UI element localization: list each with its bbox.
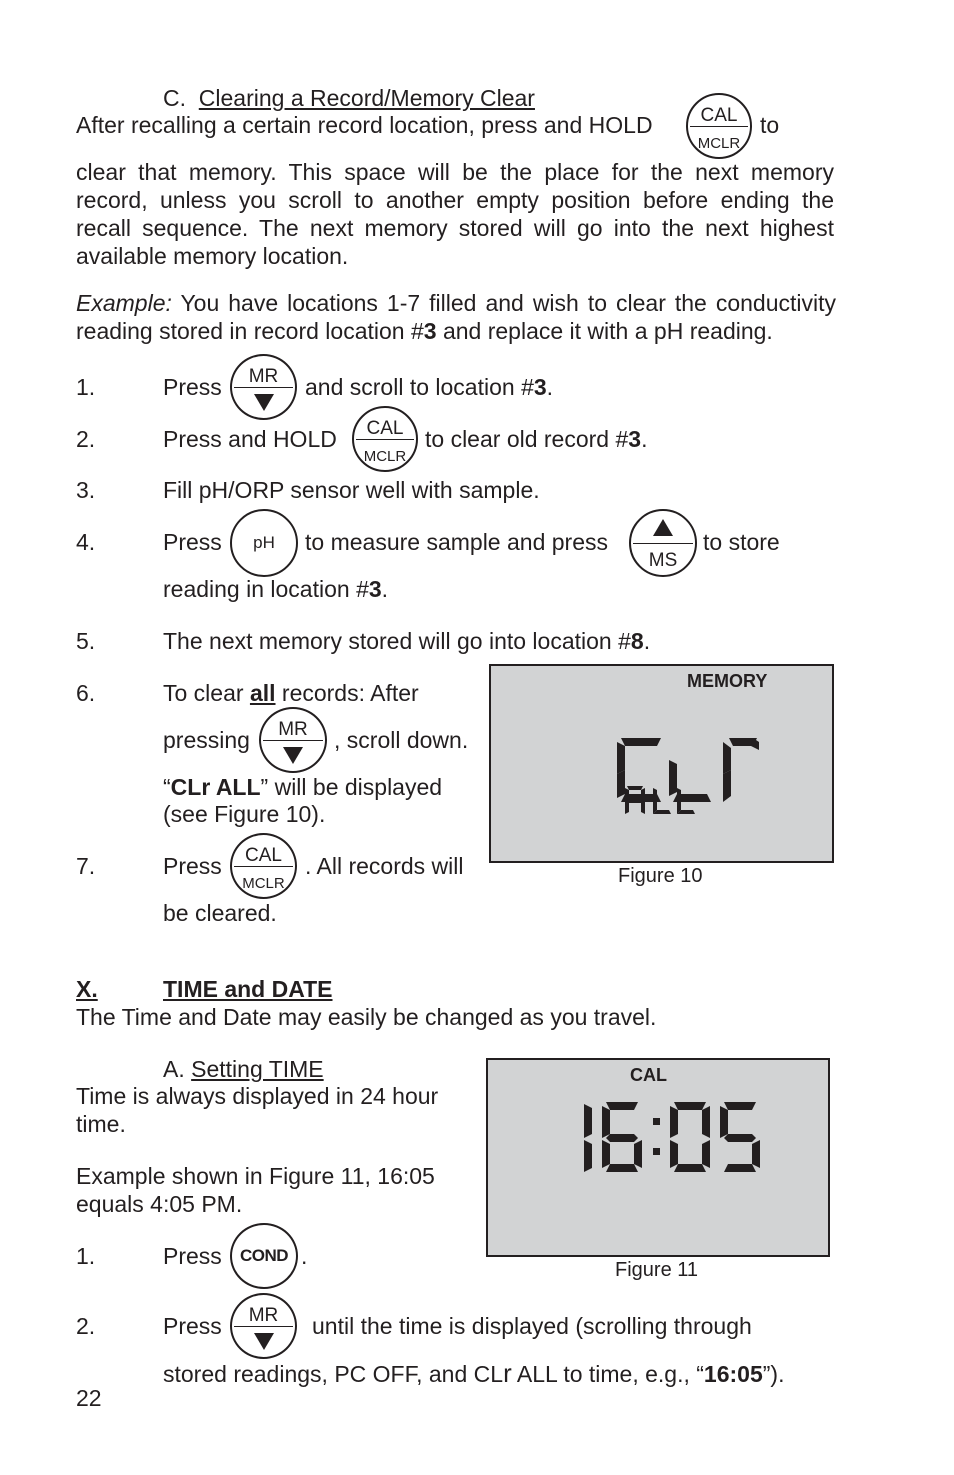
section-x-number: X. bbox=[76, 976, 98, 1002]
step-2-text-a: Press and HOLD bbox=[163, 426, 337, 452]
step-4-text-c: to store bbox=[703, 529, 780, 555]
time-step-1-text-a: Press bbox=[163, 1243, 222, 1269]
step-5-text: The next memory stored will go into location #8. bbox=[163, 628, 651, 654]
lcd-display-figure-11 bbox=[486, 1058, 830, 1257]
lcd-segment-time-16-05 bbox=[488, 1060, 828, 1255]
section-c-heading: C. Clearing a Record/Memory Clear bbox=[163, 85, 535, 111]
lcd-display-figure-10 bbox=[489, 664, 834, 863]
cal-mclr-button-icon: CAL MCLR bbox=[686, 93, 752, 159]
lcd-cal-label: CAL bbox=[630, 1065, 667, 1085]
section-c-paragraph: clear that memory. This space will be the place for the next memory record, unless you scroll to another empty position before ending the recall sequence. The next memory stored will go into the next highest available memory location. bbox=[76, 159, 834, 269]
section-x-intro: The Time and Date may easily be changed as you travel. bbox=[76, 1004, 657, 1030]
cond-button-icon: COND bbox=[230, 1223, 298, 1289]
step-6-text-c: , scroll down. bbox=[334, 727, 469, 753]
section-a-line1: Time is always displayed in 24 hour bbox=[76, 1083, 439, 1109]
section-c-line1: After recalling a certain record location, press and HOLD bbox=[76, 112, 653, 138]
cal-mclr-button-icon: CAL MCLR bbox=[230, 833, 297, 899]
time-step-2-text-a: Press bbox=[163, 1313, 222, 1339]
up-ms-button-icon: MS bbox=[629, 509, 697, 577]
step-7-number: 7. bbox=[76, 853, 96, 879]
section-a-heading: A. Setting TIME bbox=[163, 1056, 324, 1082]
time-step-1-text-b: . bbox=[301, 1243, 308, 1269]
mr-down-button-icon: MR bbox=[230, 354, 297, 420]
section-a-line3: Example shown in Figure 11, 16:05 bbox=[76, 1163, 435, 1189]
mr-down-button-icon: MR bbox=[259, 707, 327, 773]
example-paragraph: Example: You have locations 1-7 filled and wish to clear the conductivity reading stored in record location #3 and replace it with a pH reading. bbox=[76, 290, 836, 344]
lcd-memory-label: MEMORY bbox=[687, 671, 768, 691]
step-6-text-a: To clear all records: After bbox=[163, 680, 419, 706]
figure-11-caption: Figure 11 bbox=[615, 1259, 699, 1281]
step-7-text-b: . All records will bbox=[305, 853, 464, 879]
section-c-to: to bbox=[760, 112, 780, 138]
step-2-number: 2. bbox=[76, 426, 96, 452]
step-4-text-a: Press bbox=[163, 529, 222, 555]
step-7-text-a: Press bbox=[163, 853, 222, 879]
step-4-number: 4. bbox=[76, 529, 96, 555]
step-4-text-d: reading in location #3. bbox=[163, 576, 389, 602]
ph-button-icon: pH bbox=[230, 509, 298, 577]
step-1-number: 1. bbox=[76, 374, 96, 400]
time-step-2-number: 2. bbox=[76, 1313, 96, 1339]
time-step-2-text-b: until the time is displayed (scrolling through bbox=[312, 1313, 752, 1339]
cal-mclr-button-icon: CAL MCLR bbox=[352, 406, 418, 472]
step-5-number: 5. bbox=[76, 628, 96, 654]
time-step-1-number: 1. bbox=[76, 1243, 96, 1269]
step-3-text: Fill pH/ORP sensor well with sample. bbox=[163, 477, 540, 503]
step-4-text-b: to measure sample and press bbox=[305, 529, 608, 555]
time-step-2-text-c: stored readings, PC OFF, and CLr ALL to time, e.g., “16:05”). bbox=[163, 1358, 785, 1388]
page-number: 22 bbox=[76, 1385, 102, 1411]
step-6-text-d: “CLr ALL” will be displayed bbox=[163, 774, 443, 800]
step-6-text-e: (see Figure 10). bbox=[163, 801, 326, 827]
section-a-title: Setting TIME bbox=[191, 1056, 324, 1082]
lcd-segment-text-clr-all bbox=[491, 666, 832, 861]
section-c-title: Clearing a Record/Memory Clear bbox=[198, 85, 535, 111]
step-7-text-c: be cleared. bbox=[163, 900, 277, 926]
section-x-heading: TIME and DATE bbox=[163, 976, 333, 1002]
figure-10-caption: Figure 10 bbox=[618, 865, 703, 887]
step-1-text-a: Press bbox=[163, 374, 222, 400]
step-2-text-b: to clear old record #3. bbox=[425, 426, 648, 452]
step-6-number: 6. bbox=[76, 680, 96, 706]
mr-down-button-icon: MR bbox=[230, 1293, 297, 1359]
step-6-text-b: pressing bbox=[163, 727, 250, 753]
step-3-number: 3. bbox=[76, 477, 96, 503]
section-a-line2: time. bbox=[76, 1111, 126, 1137]
step-1-text-b: and scroll to location #3. bbox=[305, 374, 554, 400]
section-a-line4: equals 4:05 PM. bbox=[76, 1191, 243, 1217]
